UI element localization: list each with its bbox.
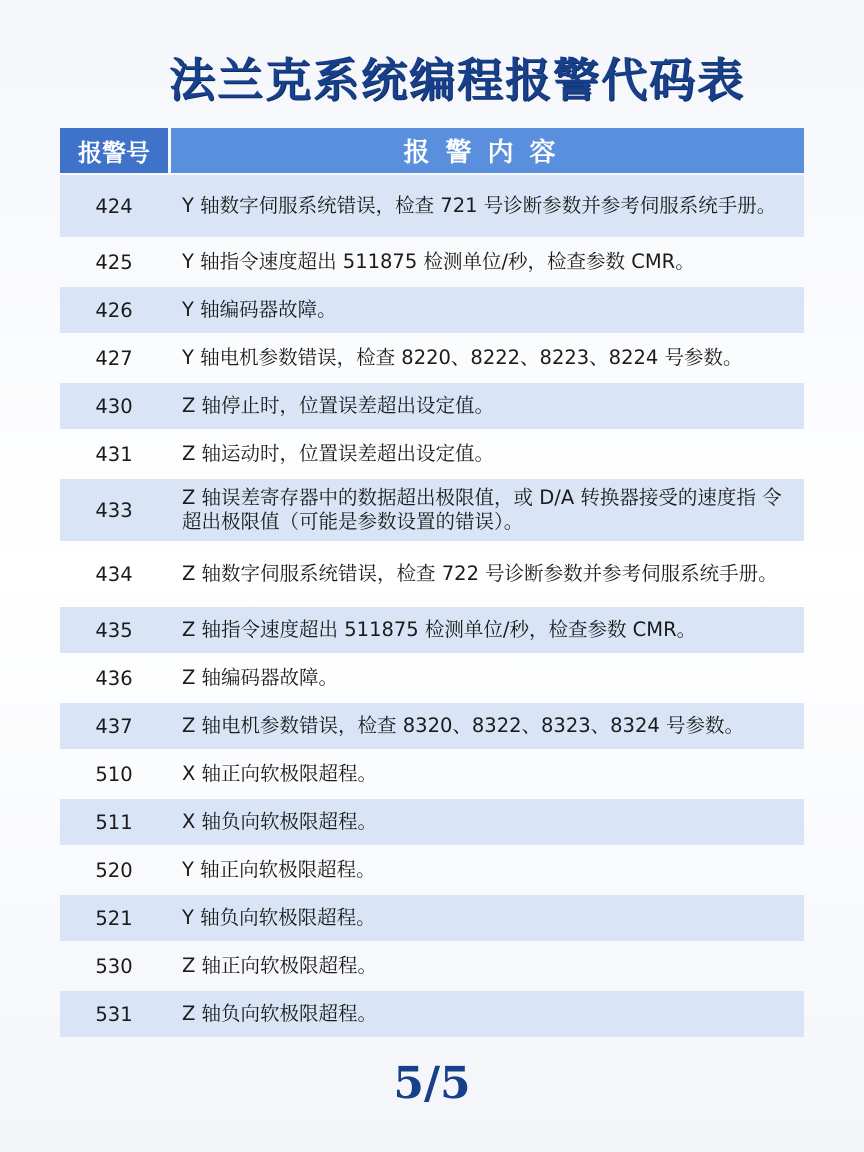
table-row: [60, 431, 804, 477]
table-row: [60, 703, 804, 749]
page-title: 法兰克系统编程报警代码表: [169, 53, 745, 107]
alarm-code: 434: [95, 562, 133, 586]
alarm-table: [60, 128, 804, 1037]
table-row: [60, 479, 804, 541]
alarm-description: Y 轴编码器故障。: [182, 298, 337, 321]
table-row: [60, 799, 804, 845]
table-row: [60, 543, 804, 605]
alarm-description: X 轴负向软极限超程。: [182, 810, 378, 833]
alarm-description: Z 轴指令速度超出 511875 检测单位/秒，检查参数 CMR。: [182, 618, 697, 641]
page-number: 5/5: [393, 1058, 471, 1109]
table-row: [60, 287, 804, 333]
alarm-code: 520: [95, 858, 133, 882]
table-row: [60, 751, 804, 797]
alarm-code: 431: [95, 442, 133, 466]
table-row: [60, 335, 804, 381]
alarm-code: 437: [95, 714, 133, 738]
alarm-description: X 轴正向软极限超程。: [182, 762, 378, 785]
table-row: [60, 607, 804, 653]
alarm-description: Y 轴数字伺服系统错误，检查 721 号诊断参数并参考伺服系统手册。: [182, 194, 777, 217]
alarm-code: 430: [95, 394, 133, 418]
table-row: [60, 943, 804, 989]
alarm-code: 436: [95, 666, 133, 690]
alarm-code: 521: [95, 906, 133, 930]
alarm-description: Z 轴运动时，位置误差超出设定值。: [182, 442, 495, 465]
alarm-description: Z 轴数字伺服系统错误，检查 722 号诊断参数并参考伺服系统手册。: [182, 562, 778, 585]
alarm-description: Y 轴指令速度超出 511875 检测单位/秒，检查参数 CMR。: [182, 250, 695, 273]
header-alarm-code: 报警号: [60, 128, 168, 173]
alarm-code: 435: [95, 618, 133, 642]
table-row: [60, 175, 804, 237]
table-header: [60, 128, 804, 173]
header-alarm-content: 报警内容: [171, 128, 804, 173]
table-body: [60, 175, 804, 1037]
alarm-description: Z 轴停止时，位置误差超出设定值。: [182, 394, 495, 417]
alarm-code: 511: [95, 810, 133, 834]
alarm-description: Z 轴电机参数错误，检查 8320、8322、8323、8324 号参数。: [182, 714, 744, 737]
table-row: [60, 991, 804, 1037]
alarm-code: 425: [95, 250, 133, 274]
table-row: [60, 655, 804, 701]
alarm-description: Y 轴正向软极限超程。: [182, 858, 376, 881]
alarm-description: Z 轴正向软极限超程。: [182, 954, 378, 977]
table-row: [60, 383, 804, 429]
alarm-description: Z 轴误差寄存器中的数据超出极限值，或 D/A 转换器接受的速度指 令 超出极限值（可能是参数设置的错误）。: [182, 486, 782, 533]
alarm-code: 424: [95, 194, 133, 218]
table-row: [60, 847, 804, 893]
alarm-description: Y 轴负向软极限超程。: [182, 906, 376, 929]
alarm-description: Y 轴电机参数错误，检查 8220、8222、8223、8224 号参数。: [182, 346, 743, 369]
alarm-code: 426: [95, 298, 133, 322]
alarm-code: 427: [95, 346, 133, 370]
alarm-code: 530: [95, 954, 133, 978]
alarm-code: 510: [95, 762, 133, 786]
alarm-code: 433: [95, 498, 133, 522]
alarm-description: Z 轴负向软极限超程。: [182, 1002, 378, 1025]
alarm-description: Z 轴编码器故障。: [182, 666, 339, 689]
table-row: [60, 895, 804, 941]
alarm-code: 531: [95, 1002, 133, 1026]
table-row: [60, 239, 804, 285]
